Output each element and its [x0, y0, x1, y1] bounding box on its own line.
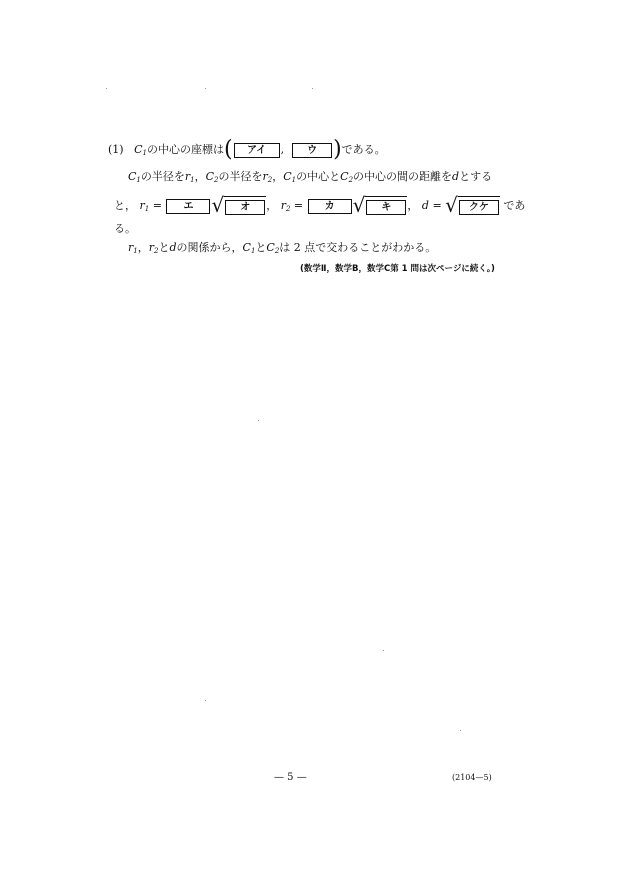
radius-r2	[281, 199, 291, 212]
answer-box-kuke: クケ	[459, 200, 499, 215]
circle-c2	[206, 170, 219, 183]
question-line-5	[128, 239, 436, 260]
page-number: — 5 —	[274, 772, 307, 783]
text: る。	[114, 222, 136, 235]
radius-r1-letter: r	[139, 199, 145, 212]
right-paren: )	[333, 137, 342, 162]
radius-r2-letter: r	[148, 241, 154, 254]
distance-d: d	[452, 170, 460, 183]
scan-speck	[383, 650, 384, 651]
radius-r2-sub: 2	[154, 247, 159, 255]
text: の中心と	[296, 170, 341, 183]
circle-c2-letter: C	[266, 241, 275, 254]
circle-c2-letter: C	[205, 170, 215, 183]
circle-c1-letter: C	[283, 170, 292, 183]
question-line-2	[128, 168, 492, 189]
radius-r1	[140, 199, 150, 212]
circle-c2	[266, 241, 279, 254]
text: と	[158, 241, 170, 254]
sqrt-ki	[352, 193, 408, 217]
text: の半径を	[218, 170, 263, 183]
text-center-coords: の中心の座標は	[146, 143, 224, 156]
circle-c1-sub: 1	[136, 176, 141, 184]
radius-r1	[128, 241, 138, 254]
circle-c1-letter: C	[128, 170, 137, 183]
scan-speck	[106, 88, 107, 89]
distance-d: d	[169, 241, 177, 254]
sqrt-icon: √	[445, 193, 458, 217]
text: と	[255, 241, 267, 254]
comma: ,	[280, 143, 285, 156]
circle-c1-letter: C	[134, 143, 143, 156]
sqrt-body	[224, 196, 266, 216]
separator: ，	[266, 199, 278, 212]
circle-c1-sub: 1	[250, 247, 256, 255]
separator: ，	[407, 199, 419, 212]
text: であ	[503, 199, 526, 212]
text: の中心の間の距離を	[353, 170, 453, 183]
scan-speck	[205, 88, 206, 89]
text: と，	[114, 199, 136, 212]
radius-r2-sub: 2	[285, 205, 291, 213]
text: は 2 点で交わることがわかる。	[279, 241, 437, 254]
radius-r1-sub: 1	[133, 247, 138, 255]
question-line-1	[108, 137, 386, 162]
equals: =	[290, 199, 307, 212]
answer-box-ka: カ	[308, 199, 352, 214]
radius-r1-sub: 1	[190, 176, 195, 184]
scan-speck	[258, 420, 259, 421]
item-label: (1)	[108, 143, 124, 156]
sqrt-kuke	[445, 193, 500, 217]
radius-r2	[149, 241, 159, 254]
circle-c2-sub: 2	[214, 176, 219, 184]
circle-c2-sub: 2	[348, 176, 354, 184]
sqrt-icon: √	[211, 193, 225, 217]
radius-r1-letter: r	[128, 241, 134, 254]
text: ，	[194, 170, 206, 183]
text: とする	[459, 170, 493, 183]
text: ，	[272, 170, 284, 183]
continue-note: (数学Ⅱ，数学B，数学C第 1 問は次ページに続く。)	[300, 264, 495, 274]
circle-c1	[134, 143, 147, 156]
radius-r1-sub: 1	[144, 205, 150, 213]
page-code: (2104—5)	[452, 773, 492, 782]
radius-r2-letter: r	[280, 199, 286, 212]
circle-c2-sub: 2	[274, 247, 280, 255]
distance-d: d	[421, 199, 429, 212]
circle-c1	[283, 170, 296, 183]
question-line-3	[114, 193, 526, 218]
radius-r2-letter: r	[262, 170, 268, 183]
sqrt-body	[365, 196, 407, 216]
circle-c1-letter: C	[242, 241, 251, 254]
sqrt-o	[211, 193, 266, 217]
circle-c1-sub: 1	[291, 176, 297, 184]
text: ，	[137, 241, 149, 254]
sqrt-body	[458, 196, 500, 216]
text: の半径を	[140, 170, 185, 183]
equals: =	[428, 199, 446, 212]
radius-r2-sub: 2	[267, 176, 273, 184]
radius-r1-letter: r	[184, 170, 191, 183]
answer-box-ki: キ	[366, 200, 406, 215]
circle-c1-sub: 1	[142, 149, 147, 157]
text-dearu: である。	[341, 143, 386, 156]
circle-c2-letter: C	[340, 170, 349, 183]
question-line-4	[114, 220, 136, 238]
scan-speck	[460, 730, 461, 731]
circle-c1	[128, 170, 141, 183]
circle-c1	[243, 241, 256, 254]
answer-box-o: オ	[225, 200, 265, 215]
scan-speck	[205, 700, 206, 701]
scan-speck	[312, 88, 313, 89]
radius-r2	[263, 170, 273, 183]
radius-r1	[185, 170, 195, 183]
answer-box-u: ウ	[292, 143, 332, 158]
answer-box-e: エ	[166, 199, 210, 214]
answer-box-ai: アイ	[234, 143, 280, 158]
left-paren: (	[223, 137, 233, 162]
text: の関係から，	[176, 241, 243, 254]
circle-c2	[340, 170, 353, 183]
equals: =	[149, 199, 166, 212]
sqrt-icon: √	[352, 193, 366, 217]
